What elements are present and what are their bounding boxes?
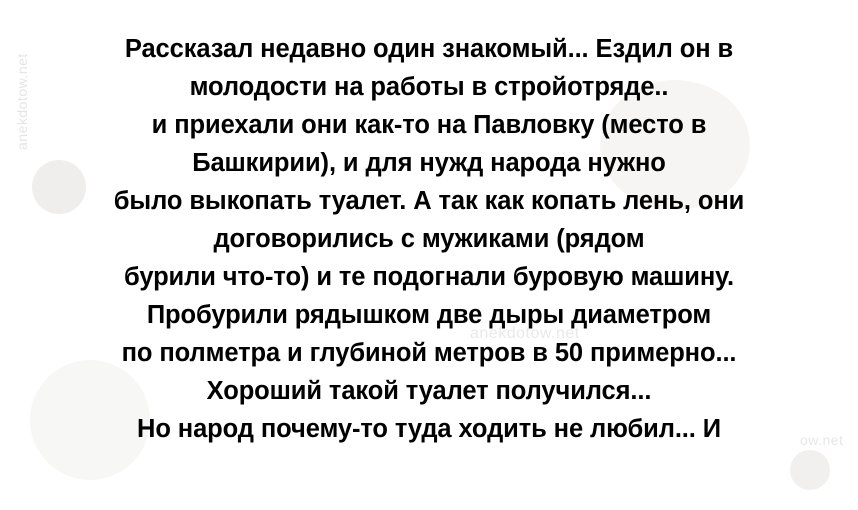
watermark-middle: anekdotow.net [470,325,580,342]
watermark-right: ow.net [800,432,844,448]
joke-line: Рассказал недавно один знакомый... Ездил он в [124,35,734,63]
joke-line: молодости на работы в стройотряде.. [189,73,669,101]
watermark-left: anekdotow.net [14,53,30,150]
joke-line: Башкирии), и для нужд народа нужно [192,149,666,177]
joke-line: договорились с мужиками (рядом [213,225,645,253]
joke-line: Хороший такой туалет получился... [206,377,652,405]
joke-line: Но народ почему-то туда ходить не любил... И [137,415,721,443]
watermark-blob-bottom-right [790,450,830,490]
joke-line: Пробурили рядышком две дыры диаметром [146,301,712,329]
joke-line: было выкопать туалет. А так как копать лень, они [113,187,745,215]
joke-line: и приехали они как-то на Павловку (место в [151,111,707,139]
joke-line: бурили что-то) и те подогнали буровую машину. [124,263,734,291]
joke-line: по полметра и глубиной метров в 50 примерно... [121,339,737,367]
